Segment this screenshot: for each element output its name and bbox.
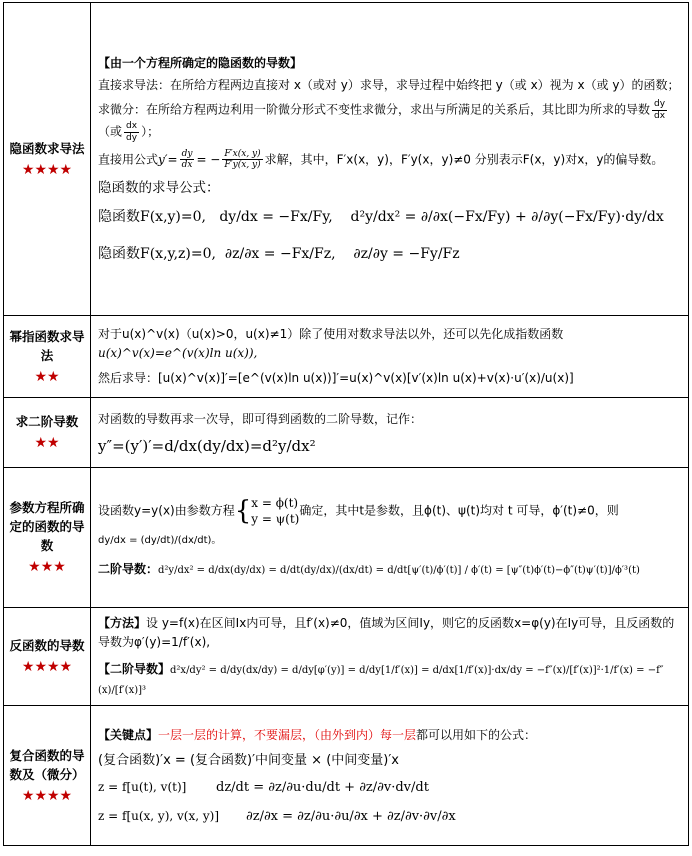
row-content-cell — [91, 3, 689, 316]
paragraph: 【关键点】一层一层的计算，不要漏层，（由外到内）每一层都可以用如下的公式： — [98, 727, 537, 742]
paragraph: 对于u(x)^v(x)（u(x)>0，u(x)≠1）除了使用对数求导法以外，还可以先化成指数函数 — [98, 327, 564, 341]
row-content-cell — [91, 706, 689, 846]
formula-line: u(x)^v(x)=e^(v(x)ln u(x)), — [98, 346, 258, 360]
fraction: $\frac{dy}{dx}$ — [654, 99, 666, 121]
star-rating: ★★ — [34, 368, 60, 385]
row-title-cell — [4, 3, 91, 316]
paragraph: 求微分：在所给方程两边利用一阶微分形式不变性求微分，求出与所满足的关系后，其比即为所求的导数 $\frac{dy}{dx}$ （或 $\frac{dx}{dy}$ ）； — [98, 99, 666, 143]
row-title-cell — [4, 468, 91, 608]
row-title-cell — [4, 398, 91, 468]
formula-line: z = f[u(t), v(t)] dz/dt = ∂z/∂u·du/dt + ∂z/∂v·dv/dt — [98, 779, 429, 795]
row-title-cell — [4, 706, 91, 846]
row-content-cell — [91, 608, 689, 706]
left-brace-icon: { — [234, 496, 252, 526]
row-title: 反函数的导数 — [9, 638, 85, 653]
row-title-cell — [4, 316, 91, 398]
star-rating: ★★★★ — [21, 787, 73, 804]
formula-line: z = f[u(x, y), v(x, y)] ∂z/∂x = ∂z/∂u·∂u/∂x + ∂z/∂v·∂v/∂x — [98, 808, 456, 824]
equation-system: x = ϕ(t) y = ψ(t) — [251, 496, 300, 526]
formula-line: y″=(y′)′=d/dx(dy/dx)=d²y/dx² — [98, 436, 316, 455]
table-row — [4, 706, 689, 846]
formula-line: 设函数y=y(x)由参数方程{ x = ϕ(t) y = ψ(t) 确定，其中t是参数，且ϕ(t)、ψ(t)均对 t 可导，ϕ′(t)≠0，则 — [98, 496, 619, 526]
formula-line: 直接用公式y′= $\frac{dy}{dx}$ = − $\frac{F'x(x, y)}{F'y(x, y)}$ 求解，其中，F′x(x，y)，F′y(x，y)≠0 分别表示F(x，y)对x，y的偏导数。 — [98, 148, 664, 171]
row-title: 幂指函数求导法 — [9, 328, 85, 363]
star-rating: ★★★★ — [21, 161, 73, 178]
formula-line: 隐函数F(x,y)=0, dy/dx = −Fx/Fy, d²y/dx² = ∂/∂x(−Fx/Fy) + ∂/∂y(−Fx/Fy)·dy/dx — [98, 208, 664, 225]
paragraph: 直接求导法：在所给方程两边直接对 x（或对 y）求导，求导过程中始终把 y（或 x）视为 x（或 y）的函数； — [98, 78, 680, 93]
formula-line: dy/dx = (dy/dt)/(dx/dt)。 — [98, 535, 222, 546]
formula-line: 二阶导数：d²y/dx² = d/dx(dy/dx) = d/dt(dy/dx)/(dx/dt) = d/dt[ψ′(t)/ϕ′(t)] / ϕ′(t) = [ψ″(t)ϕ′(t)−ϕ″(t)ψ′(t)]/ϕ′³(t) — [98, 562, 640, 576]
fraction: $\frac{F'x(x, y)}{F'y(x, y)}$ — [224, 148, 261, 171]
row-content-cell — [91, 316, 689, 398]
table-row — [4, 398, 689, 468]
formula-line: 然后求导：[u(x)^v(x)]′=[e^(v(x)ln u(x))]′=u(x)^v(x)[v′(x)ln u(x)+v(x)·u′(x)/u(x)] — [98, 371, 574, 385]
fraction: $\frac{dx}{dy}$ — [126, 121, 138, 143]
formula-table — [3, 2, 689, 846]
star-rating: ★★★★ — [21, 659, 73, 675]
formula-line: 【二阶导数】d²x/dy² = d/dy(dx/dy) = d/dy[φ′(y)] = d/dy[1/f′(x)] = d/dx[1/f′(x)]·dx/dy = −f″(x)/[f′(x)]²·1/f′(x) = −f″(x)/[f′(x)]³ — [98, 661, 664, 696]
table-row — [4, 316, 689, 398]
table-row — [4, 468, 689, 608]
row-title: 复合函数的导数及（微分） — [9, 747, 85, 782]
star-rating: ★★★ — [28, 559, 66, 575]
table-row — [4, 3, 689, 316]
row-title: 隐函数求导法 — [9, 140, 85, 156]
paragraph: 隐函数的求导公式： — [98, 179, 220, 196]
row-content-cell — [91, 398, 689, 468]
formula-line: 隐函数F(x,y,z)=0, ∂z/∂x = −Fx/Fz, ∂z/∂y = −Fy/Fz — [98, 245, 460, 262]
row-title: 参数方程所确定的函数的导数 — [9, 500, 85, 553]
formula-line: (复合函数)′x = (复合函数)′中间变量 × (中间变量)′x — [98, 752, 399, 768]
section-heading: 【由一个方程所确定的隐函数的导数】 — [98, 56, 303, 71]
row-content-cell — [91, 468, 689, 608]
paragraph: 对函数的导数再求一次导，即可得到函数的二阶导数，记作： — [98, 411, 423, 426]
fraction: $\frac{dy}{dx}$ — [181, 148, 193, 171]
table-row — [4, 608, 689, 706]
row-title: 求二阶导数 — [15, 414, 79, 429]
paragraph: 【方法】设 y=f(x)在区间Ix内可导，且f′(x)≠0，值域为区间Iy，则它的反函数x=φ(y)在Iy可导，且反函数的导数为φ′(y)=1/f′(x), — [98, 615, 675, 649]
star-rating: ★★ — [34, 435, 60, 451]
row-title-cell — [4, 608, 91, 706]
